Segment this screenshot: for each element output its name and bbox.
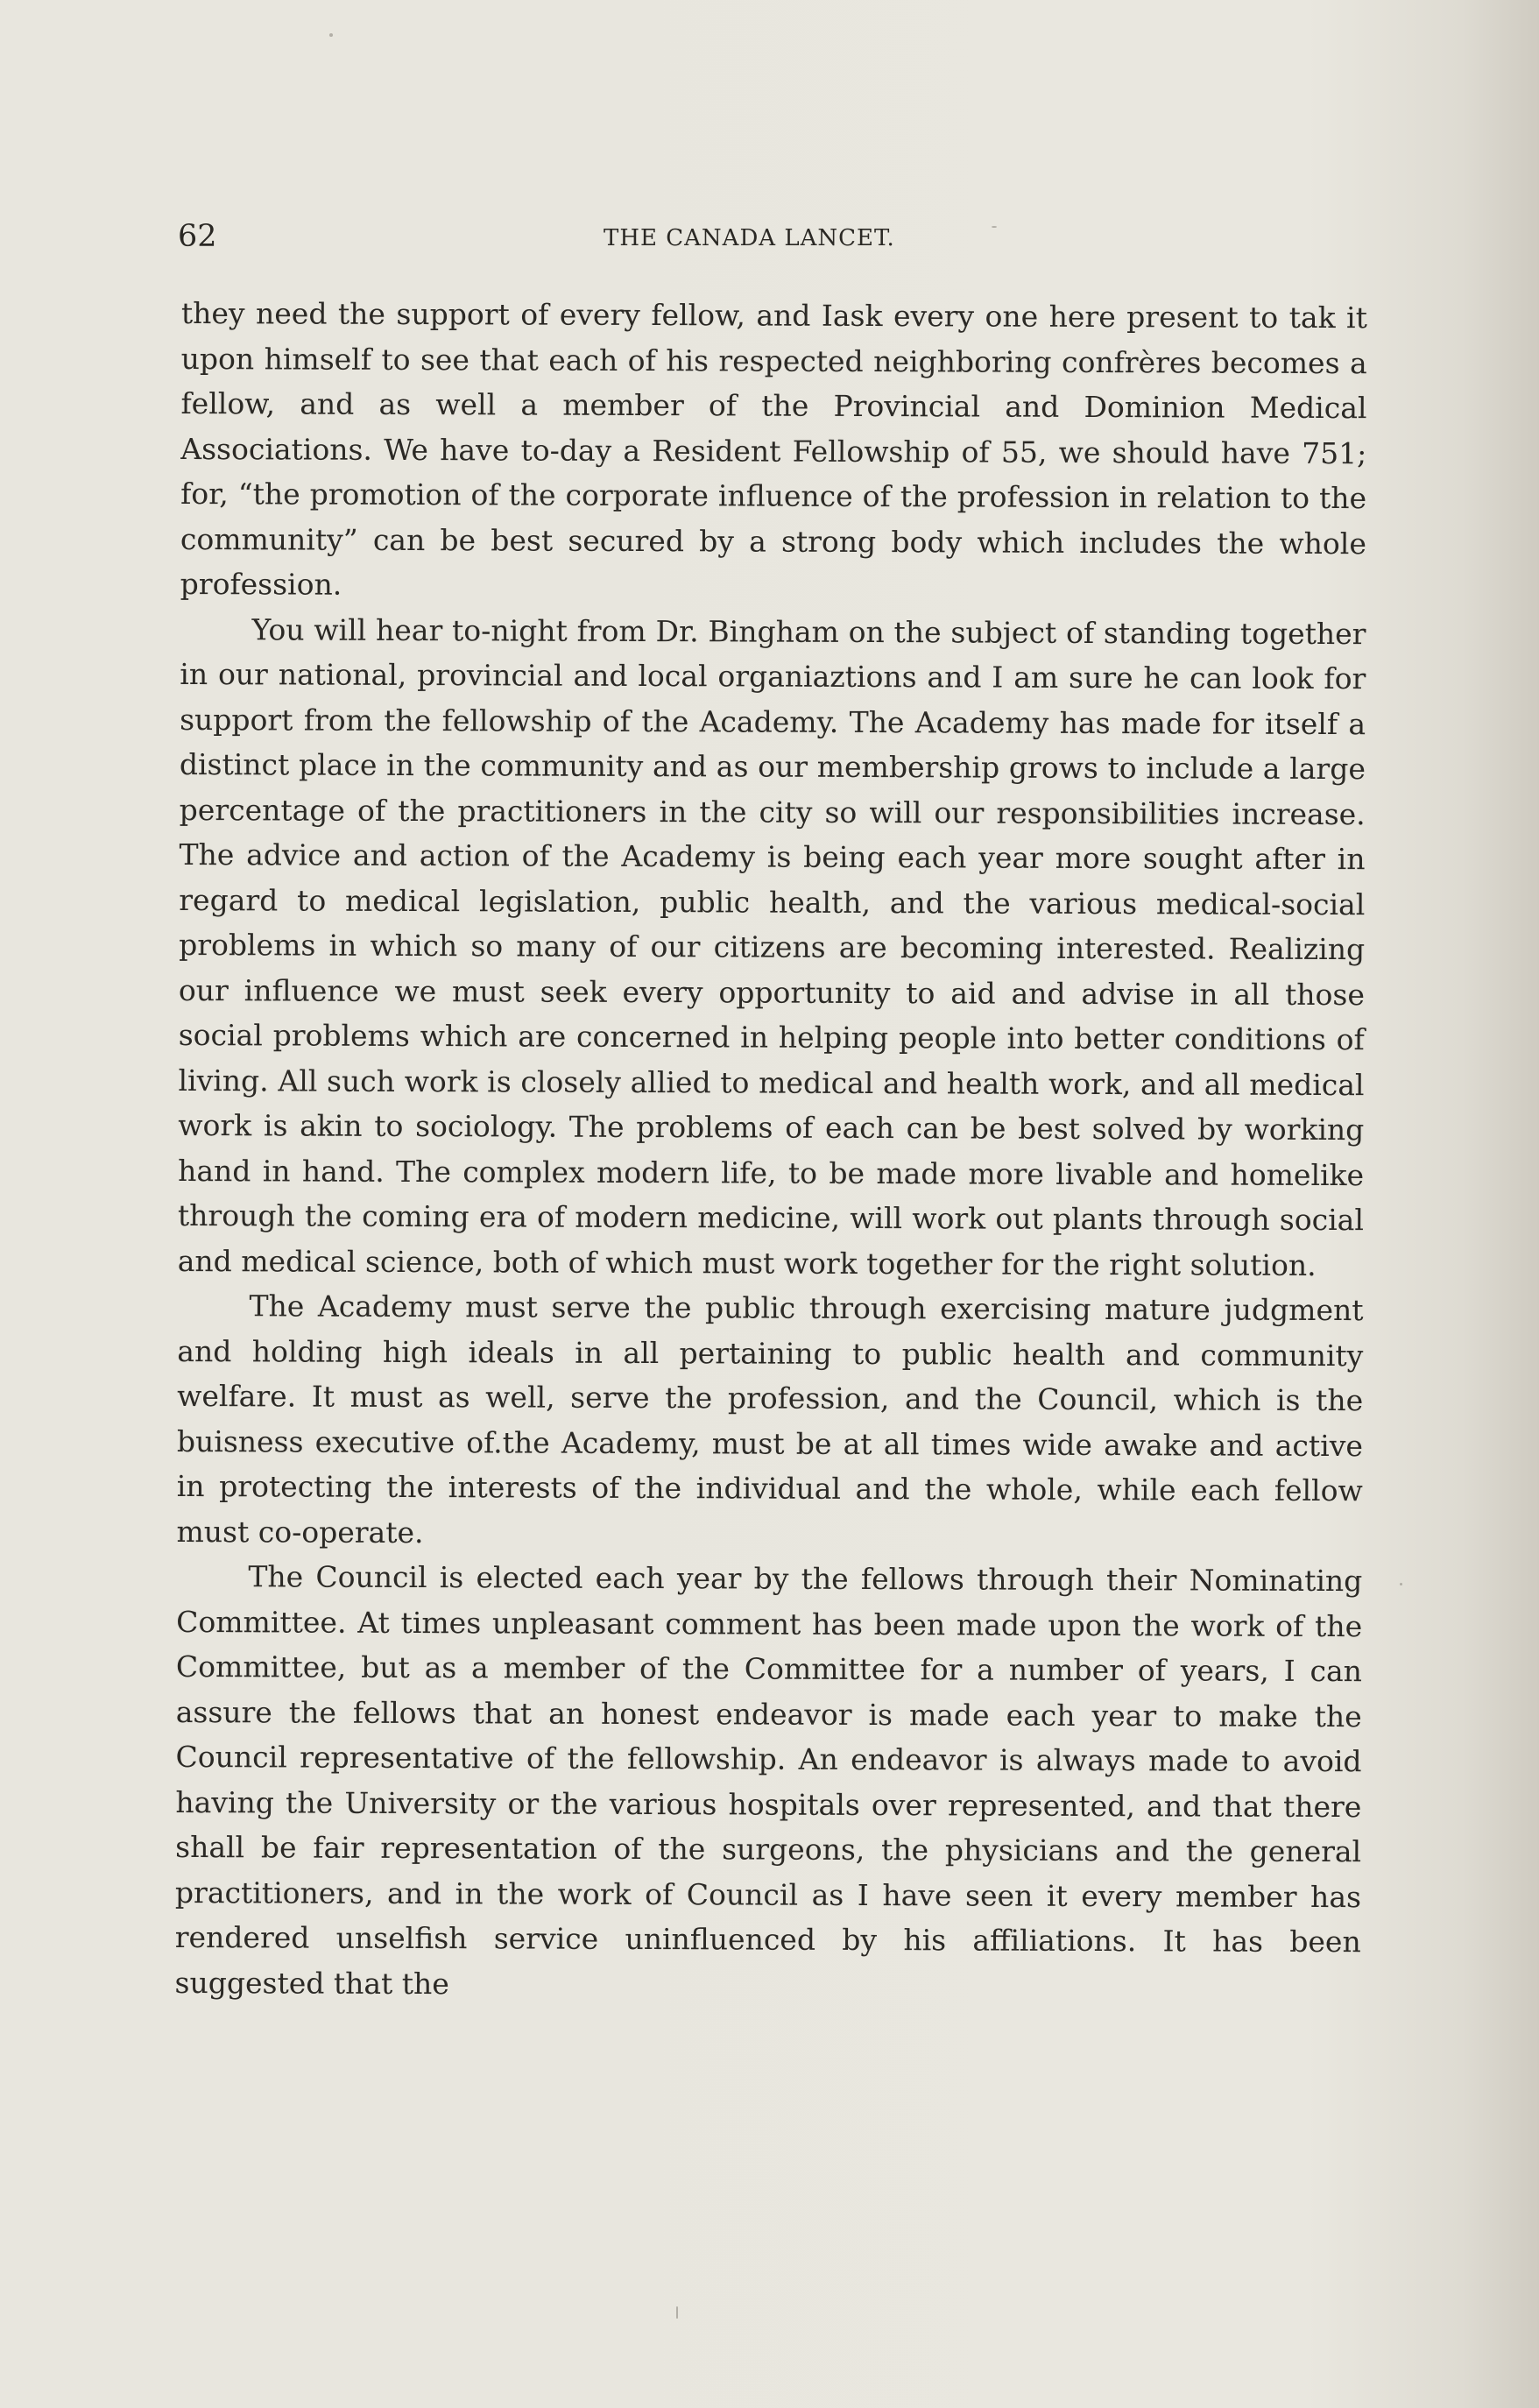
page-header <box>178 219 1369 254</box>
running-title: THE CANADA LANCET. <box>604 225 895 251</box>
paragraph-4: The Council is elected each year by the fellows through their Nominating Committee. At times unpleasant comment has been made upon the work of the Committee, but as a member of the Committee for a number of years, I can assure the fellows that an honest endeavor is made each year to make the Council representative of the fellowship. An endeavor is always made to avoid having the University or the various hospitals over represented, and that there shall be fair representation of the surgeons, the physicians and the general practitioners, and in the work of Council as I have seen it every member has rendered unselfish service uninfluenced by his affiliations. It has been suggested that the <box>174 1559 1363 2001</box>
paper-speck <box>329 33 333 37</box>
paragraph-2: You will hear to-night from Dr. Bingham on the subject of standing together in our national, provincial and local organiaztions and I am sure he can look for support from the fellowship of the Academy. The Academy has made for itself a distinct place in the community and as our membership grows to include a large percentage of the practitioners in the city so will our responsibilities increase. The advice and action of the Academy is being each year more sought after in regard to medical legislation, public health, and the various medical-social problems in which so many of our citizens are becoming interested. Realizing our influence we must seek every opportunity to aid and advise in all those social problems which are concerned in helping people into better conditions of living. All such work is closely allied to medical and health work, and all medical work is akin to sociology. The problems of each can be best solved by working hand in hand. The complex modern life, to be made more livable and homelike through the coming era of modern medicine, will work out plants through social and medical science, both of which must work together for the right solution. <box>177 611 1366 1282</box>
paragraph-1: they need the support of every fellow, and Iask every one here present to tak it upon himself to see that each of his respected neighboring confrères becomes a fellow, and as well a member of the Provincial and Dominion Medical Associations. We have to-day a Resident Fellowship of 55, we should have 751; for, “the promotion of the corporate influence of the profession in relation to the community” can be best secured by a strong body which includes the whole profession. <box>180 295 1367 602</box>
page-number: 62 <box>178 219 217 254</box>
paper-speck <box>676 2306 678 2319</box>
body-text <box>174 291 1367 2009</box>
paragraph-3: The Academy must serve the public through exercising mature judgment and holding high ideals in all pertaining to public health and community welfare. It must as well, serve the profession, and the Council, which is the buisness executive of.the Academy, must be at all times wide awake and active in protecting the interests of the individual and the whole, while each fellow must co-operate. <box>176 1289 1364 1550</box>
paper-speck <box>1400 1583 1402 1585</box>
